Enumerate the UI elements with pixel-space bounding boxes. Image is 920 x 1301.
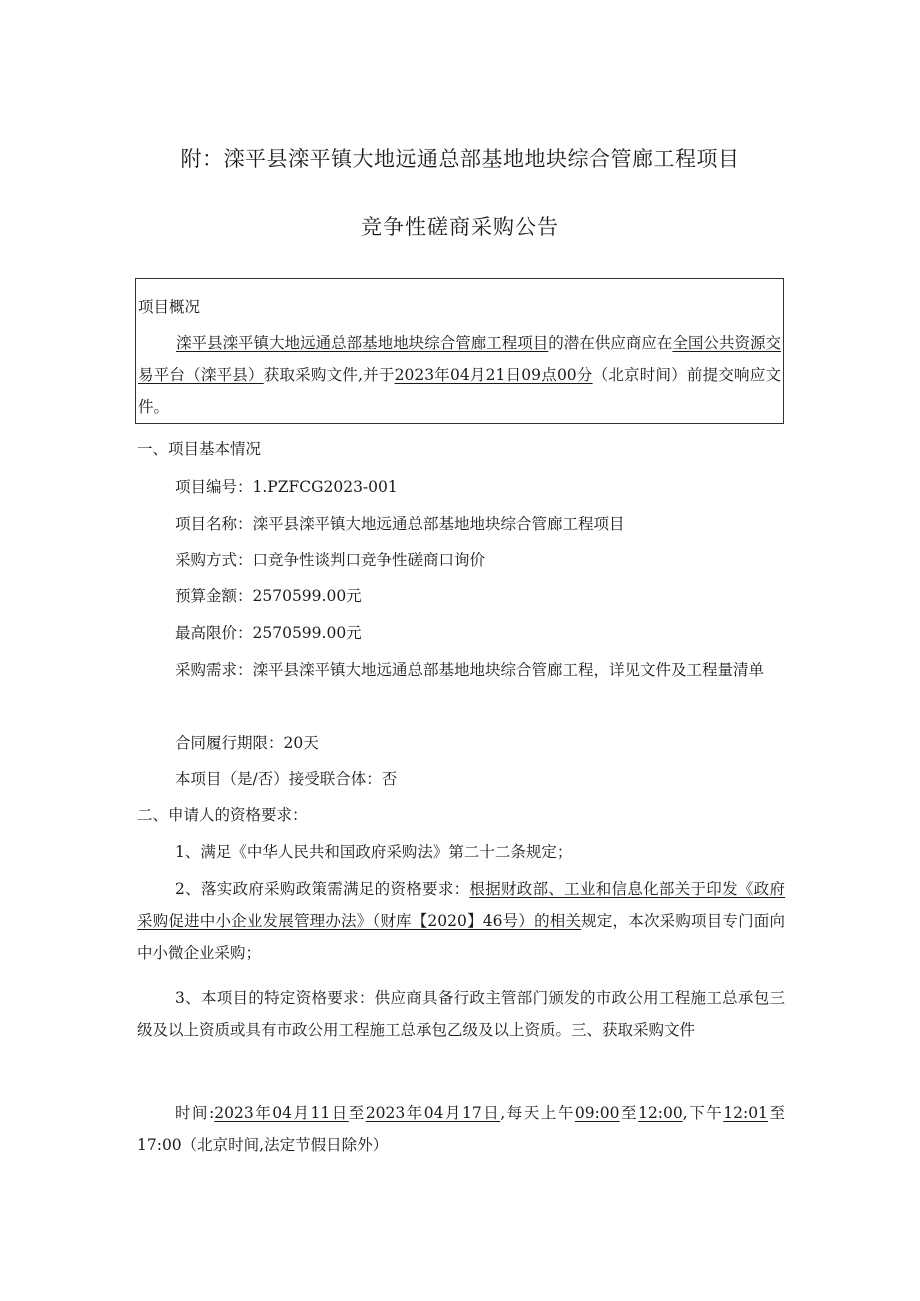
time-text: 时间: xyxy=(175,1104,215,1122)
overview-project-name: 滦平县滦平镇大地远通总部基地地块综合管廊工程项目 xyxy=(176,334,549,352)
time-text: ,每天上午 xyxy=(500,1104,575,1122)
title-line-2: 竞争性磋商采购公告 xyxy=(361,215,559,239)
time-pm-start: 12:01 xyxy=(723,1104,768,1122)
max-price: 最高限价：2570599.00元 xyxy=(175,624,362,642)
budget-amount: 预算金额：2570599.00元 xyxy=(175,587,362,605)
overview-paragraph xyxy=(138,327,781,423)
acquisition-time xyxy=(137,1097,785,1161)
overview-box xyxy=(135,278,784,424)
section-2-heading: 二、申请人的资格要求： xyxy=(137,806,308,824)
time-am-start: 09:00 xyxy=(574,1104,620,1122)
time-start-date: 2023年04月11日 xyxy=(214,1104,349,1122)
overview-text: （北京时间）前提交响应文件。 xyxy=(138,366,781,416)
time-am-end: 12:00 xyxy=(638,1104,683,1122)
project-name: 项目名称：滦平县滦平镇大地远通总部基地地块综合管廊工程项目 xyxy=(175,515,625,533)
consortium: 本项目（是/否）接受联合体：否 xyxy=(175,770,398,788)
time-end-date: 2023年04月17日 xyxy=(365,1104,501,1122)
contract-period: 合同履行期限：20天 xyxy=(175,734,319,752)
requirement-1: 1、满足《中华人民共和国政府采购法》第二十二条规定； xyxy=(175,843,573,861)
overview-label: 项目概况 xyxy=(138,298,201,316)
project-number: 项目编号：1.PZFCG2023-001 xyxy=(175,478,398,496)
time-text: ,下午 xyxy=(682,1104,724,1122)
time-text: 至 xyxy=(619,1104,639,1122)
overview-text: 的潜在供应商应在 xyxy=(548,334,673,352)
overview-deadline: 2023年04月21日09点00分 xyxy=(394,366,593,384)
procurement-method: 采购方式：口竞争性谈判口竞争性磋商口询价 xyxy=(175,551,486,569)
section-1-heading: 一、项目基本情况 xyxy=(137,440,262,458)
title-line-1: 附：滦平县滦平镇大地远通总部基地地块综合管廊工程项目 xyxy=(180,147,740,171)
requirement-2 xyxy=(137,873,785,969)
time-text: 至17:00（北京时间,法定节假日除外） xyxy=(137,1104,785,1154)
procurement-demand: 采购需求：滦平县滦平镇大地远通总部基地地块综合管廊工程，详见文件及工程量清单 xyxy=(175,661,765,679)
requirement-3: 3、本项目的特定资格要求：供应商具备行政主管部门颁发的市政公用工程施工总承包三级及以上资质或具有市政公用工程施工总承包乙级及以上资质。三、获取采购文件 xyxy=(137,989,785,1039)
requirement-2-text: 规定，本次采购项目专门面向中小微企业采购； xyxy=(137,912,785,962)
overview-text: 获取采购文件,并于 xyxy=(263,366,395,384)
overview-platform: 全国公共资源交易平台（滦平县） xyxy=(138,334,781,384)
time-text: 至 xyxy=(348,1104,366,1122)
requirement-2-text: 2、落实政府采购政策需满足的资格要求： xyxy=(175,880,470,898)
requirement-2-policy: 根据财政部、工业和信息化部关于印发《政府采购促进中小企业发展管理办法》（财库【2020】46号）的相关 xyxy=(137,880,785,930)
